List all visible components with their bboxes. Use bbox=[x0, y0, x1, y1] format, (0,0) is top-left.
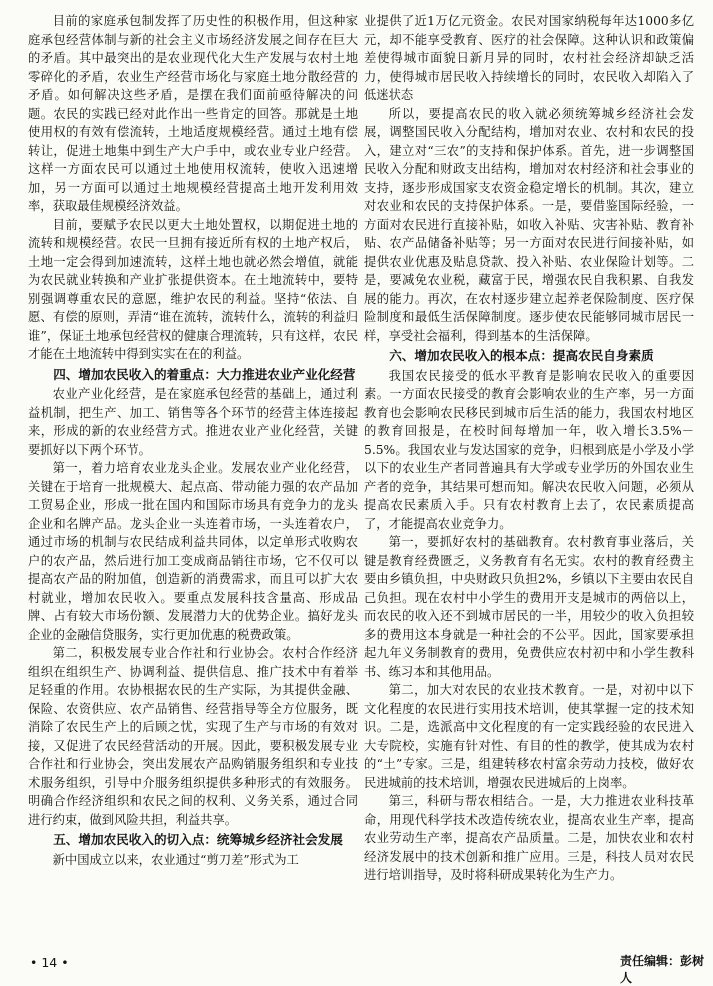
paragraph: 新中国成立以来，农业通过“剪刀差”形式为工 bbox=[52, 852, 299, 867]
responsible-editor: 责任编辑：彭树人 bbox=[620, 954, 705, 985]
paragraph: 第二，加大对农民的农业技术教育。一是，对初中以下文化程度的农民进行实用技术培训，使其掌握一定的技术知识。二是，选派高中文化程度的有一定实践经验的农民进入大专院校，实施有针对性、有目的性的教学，使其成为农村的“土”专家。三是，组建转移农村富余劳动力技校，做好农民进城前的技术培训，增强农民进城后的上岗率。 bbox=[364, 683, 694, 790]
paragraph: 目前，要赋予农民以更大土地处置权，以期促进土地的流转和规模经营。农民一旦拥有接近所有权的土地产权后，土地一定会得到加速流转，这样土地也就必然会增值，就能为农民就业转换和产业扩张提供资本。在土地流转中，要特别强调尊重农民的意愿，维护农民的利益。坚持“依法、自愿、有偿的原则，弄清“谁在流转，流转什么，流转的利益归谁”，保证土地承包经营权的健康合理流转，只有这样，农民才能在土地流转中得到实实在在的利益。 bbox=[28, 217, 358, 361]
paragraph: 第二，积极发展专业合作社和行业协会。农村合作经济组织在组织生产、协调利益、提供信息、推广技术中有着举足轻重的作用。农协根据农民的生产实际，为其提供金融、保险、农资供应、农产品销售、经营指导等全方位服务，既消除了农民生产上的后顾之忧，实现了生产与市场的有效对接，又促进了农民经营活动的开展。因此，要积极发展专业合作社和行业协会，突出发展农产品购销服务组织和专业技术服务组织，引导中介服务组织提供多种形式的有效服务。明确合作经济组织和农民之间的权利、义务关系，通过合同进行约束，做到风险共担，利益共享。 bbox=[28, 646, 358, 827]
paragraph-continued: 业提供了近1万亿元资金。农民对国家纳税每年达1000多亿元，却不能享受教育、医疗的社会保障。这种认识和政策偏差使得城市面貌日新月异的同时，农村社会经济却缺乏活力，使得城市居民收入持续增长的同时，农民收入却陷入了低迷状态 bbox=[364, 14, 694, 102]
section-heading-6: 六、增加农民收入的根本点：提高农民自身素质 bbox=[389, 348, 654, 363]
page-number: • 14 • bbox=[30, 955, 69, 970]
paragraph: 目前的家庭承包制发挥了历史性的积极作用，但这种家庭承包经营体制与新的社会主义市场经济发展之间存在巨大的矛盾。其中最突出的是农业现代化大生产发展与农村土地零碎化的矛盾，农业生产经营市场化与家庭土地分散经营的矛盾。如何解决这些矛盾，是摆在我们面前亟待解决的问题。农民的实践已经对此作出一些肯定的回答。那就是土地使用权的有效有偿流转，土地适度规模经营。通过土地有偿转让，促进土地集中到生产大户手中，或农业专业户经营。这样一方面农民可以通过土地使用权流转，使收入迅速增加，另一方面可以通过土地规模经营提高土地开发利用效率，获取最佳规模经济效益。 bbox=[28, 14, 358, 213]
paragraph: 农业产业化经营，是在家庭承包经营的基础上，通过利益机制，把生产、加工、销售等各个环节的经营主体连接起来，形成的新的农业经营方式。推进农业产业化经营，关键要抓好以下两个环节。 bbox=[28, 387, 358, 457]
right-column bbox=[364, 12, 694, 885]
paragraph: 第三，科研与帮农相结合。一是，大力推进农业科技革命，用现代科学技术改造传统农业，提高农业生产率，提高农业劳动生产率，提高农产品质量。二是，加快农业和农村经济发展中的技术创新和推广应用。三是，科技人员对农民进行培训指导，及时将科研成果转化为生产力。 bbox=[364, 794, 694, 882]
section-heading-4: 四、增加农民收入的着重点：大力推进农业产业化经营 bbox=[53, 366, 356, 382]
left-column bbox=[28, 12, 358, 869]
paragraph: 所以，要提高农民的收入就必须统筹城乡经济社会发展，调整国民收入分配结构，增加对农业、农村和农民的投入，建立对“三农”的支持和保护体系。首先，进一步调整国民收入分配和财政支出结构，增加对农村经济和社会事业的支持，逐步形成国家支农资金稳定增长的机制。其次，建立对农业和农民的支持保护体系。一是，要借鉴国际经验，一方面对农民进行直接补贴，如收入补贴、灾害补贴、教育补贴、农产品储备补贴等；另一方面对农民进行间接补贴，如提供农业优惠及贴息贷款、投入补贴、农业保险计划等。二是，要减免农业税，藏富于民，增强农民自我积累、自我发展的能力。再次，在农村逐步建立起养老保险制度、医疗保险制度和最低生活保障制度。逐步使农民能够同城市居民一样，享受社会福利，得到基本的生活保障。 bbox=[364, 106, 694, 343]
paragraph: 第一，着力培育农业龙头企业。发展农业产业化经营，关键在于培育一批规模大、起点高、带动能力强的农产品加工贸易企业，形成一批在国内和国际市场具有竞争力的龙头企业和名牌产品。龙头企业一头连着市场，一头连着农户，通过市场的机制与农民结成利益共同体，以定单形式收购农户的农产品，然后进行加工变成商品销往市场，它不仅可以提高农产品的附加值，创造新的消费需求，而且可以扩大农村就业，增加农民收入。要重点发展科技含量高、形成品牌、占有较大市场份额、发展潜力大的优势企业。搞好龙头企业的金融信贷服务，实行更加优惠的税费政策。 bbox=[28, 461, 358, 642]
section-heading-5: 五、增加农民收入的切入点：统筹城乡经济社会发展 bbox=[53, 832, 343, 847]
paragraph: 第一，要抓好农村的基础教育。农村教育事业落后，关键是教育经费匮乏，义务教育有名无实。农村的教育经费主要由乡镇负担，中央财政只负担2%，乡镇以下主要由农民自己负担。现在农村中小学生的费用开支是城市的两倍以上，而农民的收入还不到城市居民的一半，用较少的收入负担较多的费用这本身就是一种社会的不公平。因此，国家要承担起九年义务制教育的费用，免费供应农村初中和小学生教科书、练习本和其他用品。 bbox=[364, 535, 694, 679]
paragraph: 我国农民接受的低水平教育是影响农民收入的重要因素。一方面农民接受的教育会影响农业的生产率，另一方面教育也会影响农民移民到城市后生活的能力，我国农村地区的教育回报是，在校时间每增加一年，收入增长3.5%－5.5%。我国农业与发达国家的竞争，归根到底是小学及小学以下的农业生产者同普遍具有大学或专业学历的外国农业生产者的竞争，其结果可想而知。解决农民收入问题，必须从提高农民素质入手。只有农村教育上去了，农民素质提高了，才能提高农业竞争力。 bbox=[364, 368, 694, 531]
